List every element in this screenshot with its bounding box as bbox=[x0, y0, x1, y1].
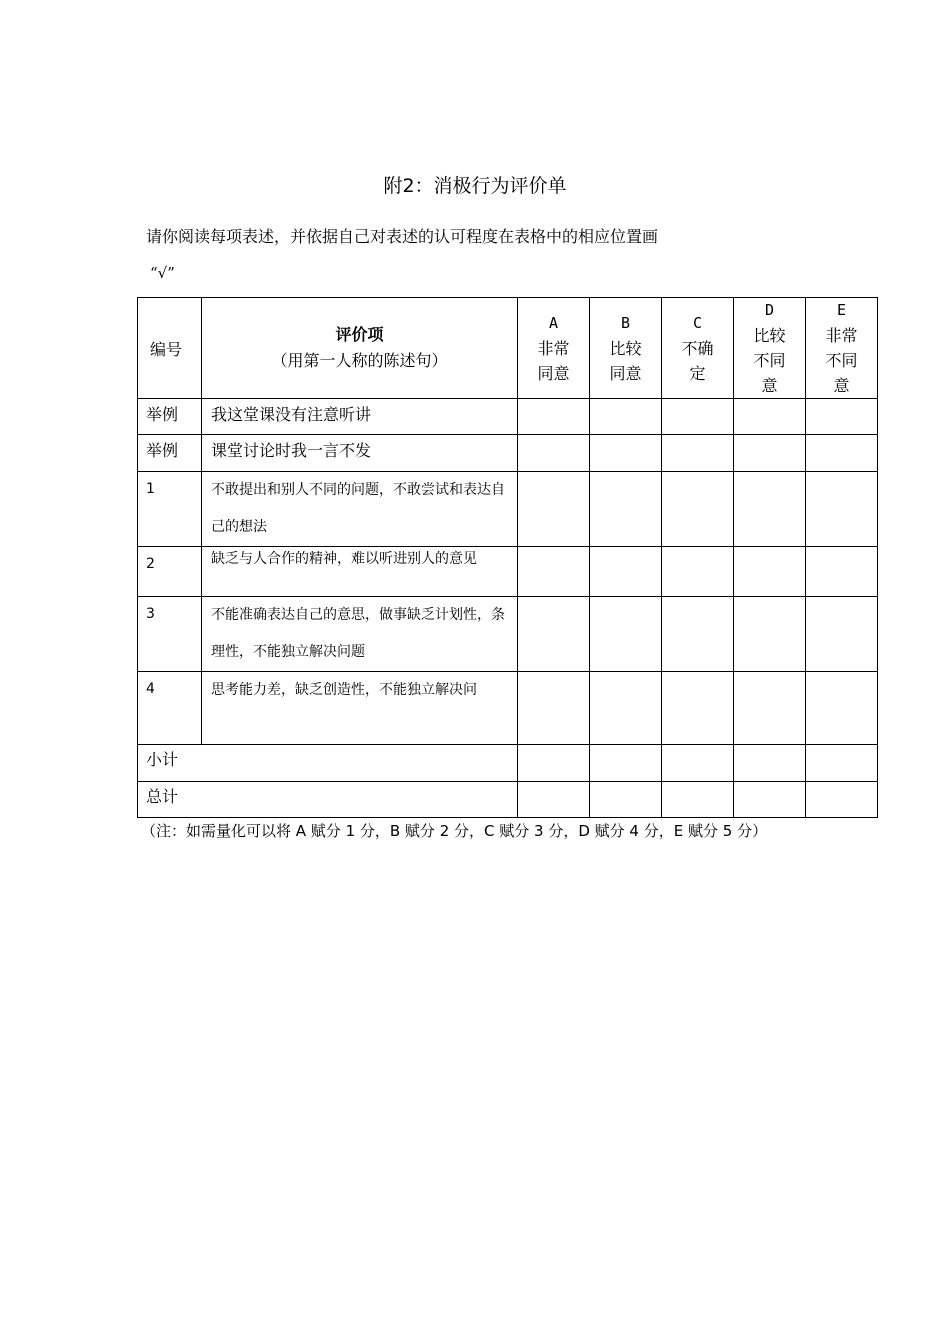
rating-cell-e[interactable] bbox=[806, 597, 878, 672]
row-description: 缺乏与人合作的精神，难以听进别人的意见 bbox=[202, 547, 518, 597]
rating-cell-e[interactable] bbox=[806, 547, 878, 597]
rating-cell-c[interactable] bbox=[662, 547, 734, 597]
rating-cell-d[interactable] bbox=[734, 399, 806, 435]
rating-cell-c[interactable] bbox=[662, 435, 734, 472]
rating-cell-c[interactable] bbox=[662, 472, 734, 547]
option-letter: E bbox=[836, 301, 847, 319]
rating-cell-b[interactable] bbox=[590, 435, 662, 472]
instruction-text: 请你阅读每项表述，并依据自己对表述的认可程度在表格中的相应位置画 bbox=[146, 227, 659, 246]
rating-cell-b[interactable] bbox=[590, 399, 662, 435]
table-row bbox=[138, 472, 878, 547]
page-title: 附2：消极行为评价单 bbox=[383, 175, 567, 197]
option-label-line: 定 bbox=[689, 363, 706, 383]
rating-cell-b[interactable] bbox=[590, 547, 662, 597]
option-label-line: 不同 bbox=[753, 351, 786, 370]
option-label-line: 不确 bbox=[681, 338, 714, 358]
rating-cell-b[interactable] bbox=[590, 597, 662, 672]
option-letter: A bbox=[548, 313, 559, 332]
subtotal-cell-b[interactable] bbox=[590, 745, 662, 782]
header-item-subtitle: （用第一人称的陈述句） bbox=[271, 351, 448, 370]
rating-cell-a[interactable] bbox=[518, 672, 590, 745]
header-number: 编号 bbox=[138, 298, 202, 399]
rating-cell-d[interactable] bbox=[734, 672, 806, 745]
option-label-line: 意 bbox=[833, 376, 850, 395]
rating-cell-c[interactable] bbox=[662, 399, 734, 435]
rating-cell-d[interactable] bbox=[734, 435, 806, 472]
table-header-row bbox=[138, 298, 878, 399]
row-description: 我这堂课没有注意听讲 bbox=[202, 399, 518, 435]
option-label-line: 同意 bbox=[537, 363, 570, 383]
rating-cell-b[interactable] bbox=[590, 472, 662, 547]
header-option-c bbox=[662, 298, 734, 399]
header-option-b bbox=[590, 298, 662, 399]
table-row bbox=[138, 597, 878, 672]
row-description: 课堂讨论时我一言不发 bbox=[202, 435, 518, 472]
subtotal-cell-d[interactable] bbox=[734, 745, 806, 782]
option-label-line: 非常 bbox=[537, 338, 570, 358]
header-item bbox=[202, 298, 518, 399]
subtotal-row bbox=[138, 745, 878, 782]
option-letter: D bbox=[764, 301, 775, 319]
rating-cell-c[interactable] bbox=[662, 672, 734, 745]
row-number: 1 bbox=[138, 472, 202, 547]
option-label-line: 同意 bbox=[609, 363, 642, 383]
rating-cell-a[interactable] bbox=[518, 547, 590, 597]
rating-cell-a[interactable] bbox=[518, 597, 590, 672]
row-number: 2 bbox=[138, 547, 202, 597]
row-description: 不能准确表达自己的意思，做事缺乏计划性，条理性，不能独立解决问题 bbox=[202, 597, 518, 672]
rating-cell-d[interactable] bbox=[734, 547, 806, 597]
header-item-title: 评价项 bbox=[335, 325, 384, 344]
rating-cell-d[interactable] bbox=[734, 597, 806, 672]
subtotal-label: 小计 bbox=[138, 745, 518, 782]
header-option-e bbox=[806, 298, 878, 399]
rating-cell-e[interactable] bbox=[806, 672, 878, 745]
row-number: 4 bbox=[138, 672, 202, 745]
rating-cell-a[interactable] bbox=[518, 399, 590, 435]
table-row bbox=[138, 547, 878, 597]
rating-cell-a[interactable] bbox=[518, 472, 590, 547]
rating-cell-e[interactable] bbox=[806, 435, 878, 472]
subtotal-cell-e[interactable] bbox=[806, 745, 878, 782]
evaluation-table bbox=[137, 297, 878, 818]
rating-cell-e[interactable] bbox=[806, 399, 878, 435]
row-description: 思考能力差，缺乏创造性，不能独立解决问 bbox=[202, 672, 518, 745]
option-label-line: 非常 bbox=[825, 326, 858, 345]
option-letter: C bbox=[692, 313, 703, 332]
total-label: 总计 bbox=[138, 782, 518, 818]
rating-cell-e[interactable] bbox=[806, 472, 878, 547]
scoring-note: （注：如需量化可以将 A 赋分 1 分，B 赋分 2 分，C 赋分 3 分，D 赋分 4 分，E 赋分 5 分） bbox=[141, 822, 768, 840]
subtotal-cell-a[interactable] bbox=[518, 745, 590, 782]
rating-cell-c[interactable] bbox=[662, 597, 734, 672]
row-number: 举例 bbox=[138, 399, 202, 435]
option-label-line: 意 bbox=[761, 376, 778, 395]
row-description: 不敢提出和别人不同的问题，不敢尝试和表达自己的想法 bbox=[202, 472, 518, 547]
header-option-a bbox=[518, 298, 590, 399]
header-option-d bbox=[734, 298, 806, 399]
option-letter: B bbox=[620, 313, 631, 332]
check-mark-symbol: “√” bbox=[150, 264, 175, 282]
table-row bbox=[138, 672, 878, 745]
table-row bbox=[138, 435, 878, 472]
option-label-line: 比较 bbox=[753, 326, 786, 345]
rating-cell-b[interactable] bbox=[590, 672, 662, 745]
option-label-line: 比较 bbox=[609, 338, 642, 358]
row-number: 3 bbox=[138, 597, 202, 672]
option-label-line: 不同 bbox=[825, 351, 858, 370]
rating-cell-a[interactable] bbox=[518, 435, 590, 472]
subtotal-cell-c[interactable] bbox=[662, 745, 734, 782]
table-row bbox=[138, 399, 878, 435]
rating-cell-d[interactable] bbox=[734, 472, 806, 547]
row-number: 举例 bbox=[138, 435, 202, 472]
